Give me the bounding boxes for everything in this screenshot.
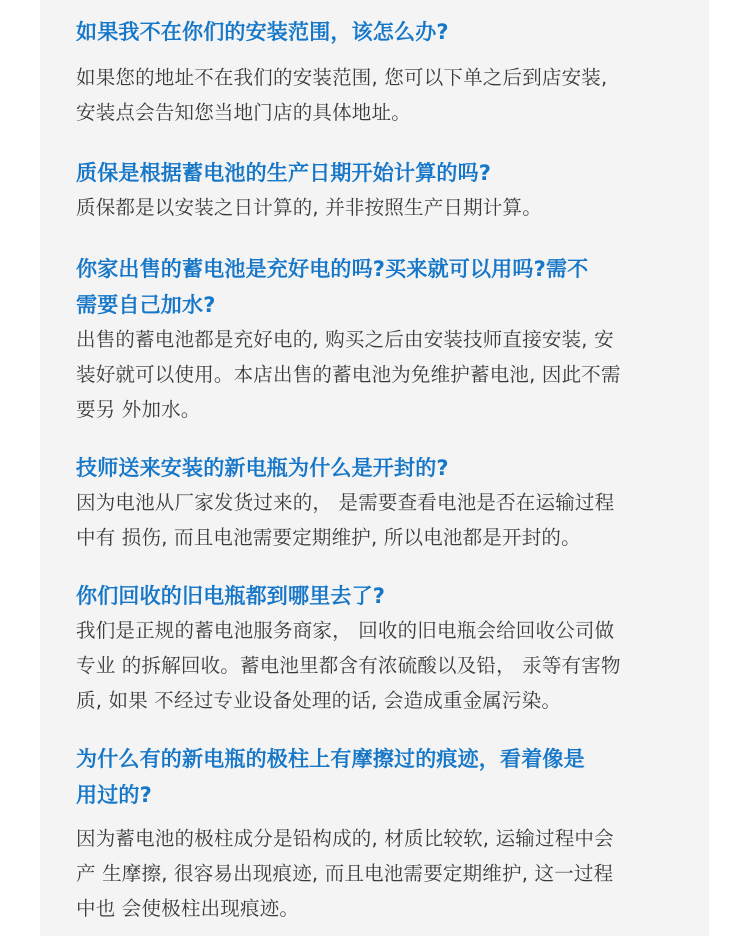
faq-answer-line: 安装点会告知您当地门店的具体地址。 xyxy=(76,101,411,124)
faq-answer-line: 质, 如果 不经过专业设备处理的话, 会造成重金属污染。 xyxy=(76,689,562,712)
faq-question xyxy=(76,251,676,323)
faq-answer-line: 装好就可以使用。本店出售的蓄电池为免维护蓄电池, 因此不需 xyxy=(76,363,621,386)
faq-panel xyxy=(40,0,709,936)
faq-item-install-range xyxy=(76,14,676,130)
faq-answer xyxy=(76,485,676,555)
faq-question xyxy=(76,155,676,191)
faq-answer xyxy=(76,613,676,718)
faq-question-line: 需要自己加水? xyxy=(76,293,216,317)
faq-question xyxy=(76,14,676,50)
faq-question xyxy=(76,578,676,614)
faq-question-line: 你们回收的旧电瓶都到哪里去了? xyxy=(76,584,386,608)
faq-answer xyxy=(76,821,676,926)
faq-answer-line: 专业 的拆解回收。蓄电池里都含有浓硫酸以及铅， 汞等有害物 xyxy=(76,654,621,677)
faq-answer xyxy=(76,60,676,130)
faq-item-warranty xyxy=(76,155,676,225)
faq-answer-line: 因为蓄电池的极柱成分是铅构成的, 材质比较软, 运输过程中会 xyxy=(76,827,614,850)
faq-question-line: 如果我不在你们的安装范围，该怎么办? xyxy=(76,20,449,44)
faq-question-line: 用过的? xyxy=(76,783,152,807)
faq-answer-line: 出售的蓄电池都是充好电的, 购买之后由安装技师直接安装, 安 xyxy=(76,328,614,351)
faq-answer-line: 因为电池从厂家发货过来的， 是需要查看电池是否在运输过程 xyxy=(76,491,615,514)
faq-question xyxy=(76,450,676,486)
faq-answer-line: 我们是正规的蓄电池服务商家， 回收的旧电瓶会给回收公司做 xyxy=(76,619,615,642)
faq-answer-line: 中也 会使极柱出现痕迹。 xyxy=(76,897,300,920)
faq-question xyxy=(76,741,676,813)
faq-question-line: 质保是根据蓄电池的生产日期开始计算的吗? xyxy=(76,161,492,185)
faq-answer-line: 产 生摩擦, 很容易出现痕迹, 而且电池需要定期维护, 这一过程 xyxy=(76,862,614,885)
faq-item-opened-battery xyxy=(76,450,676,555)
faq-item-terminal-marks xyxy=(76,741,676,926)
faq-question-line: 你家出售的蓄电池是充好电的吗?买来就可以用吗?需不 xyxy=(76,257,589,281)
faq-question-line: 技师送来安装的新电瓶为什么是开封的? xyxy=(76,456,449,480)
faq-item-recycling xyxy=(76,578,676,718)
faq-answer xyxy=(76,190,676,225)
faq-answer-line: 质保都是以安装之日计算的, 并非按照生产日期计算。 xyxy=(76,196,542,219)
faq-question-line: 为什么有的新电瓶的极柱上有摩擦过的痕迹，看着像是 xyxy=(76,747,585,771)
faq-item-precharged xyxy=(76,251,676,427)
faq-answer-line: 中有 损伤, 而且电池需要定期维护, 所以电池都是开封的。 xyxy=(76,526,581,549)
faq-answer xyxy=(76,322,676,427)
faq-answer-line: 要另 外加水。 xyxy=(76,398,201,421)
faq-answer-line: 如果您的地址不在我们的安装范围, 您可以下单之后到店安装, xyxy=(76,66,608,89)
